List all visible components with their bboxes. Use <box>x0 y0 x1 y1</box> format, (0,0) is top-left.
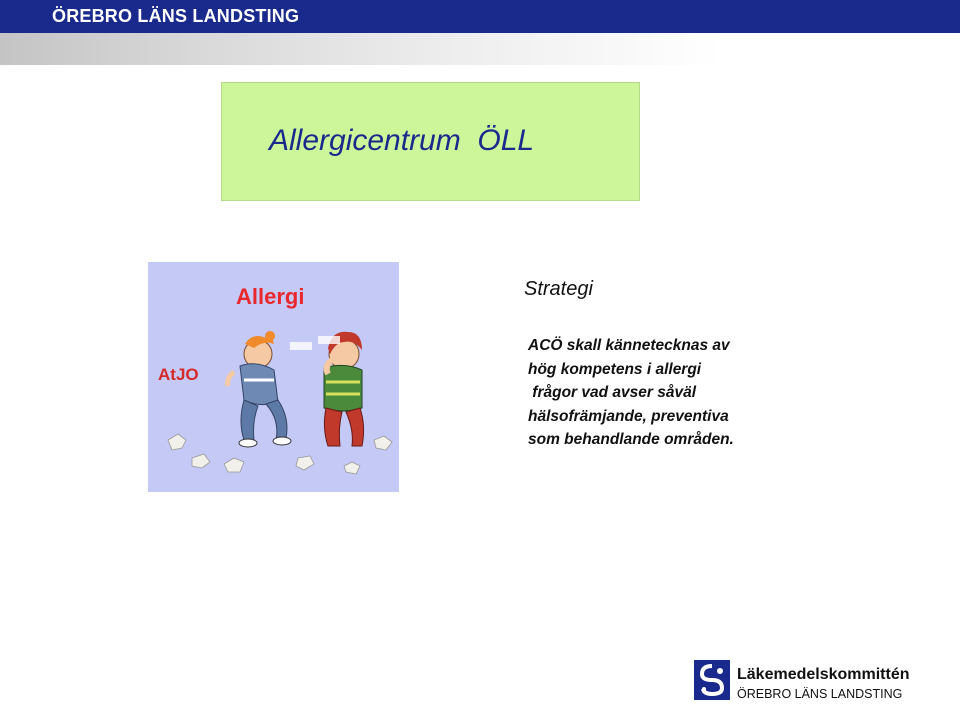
sneezing-children-illustration <box>148 262 399 492</box>
header-gradient-band <box>0 33 960 65</box>
strategy-body <box>528 334 734 452</box>
header-bar <box>0 0 960 33</box>
illustration-sneeze: AtJO <box>158 365 199 384</box>
strategy-line: frågor vad avser såväl <box>528 384 697 401</box>
landsting-logo-icon <box>694 660 730 700</box>
footer-organization: ÖREBRO LÄNS LANDSTING <box>737 687 903 701</box>
strategy-line: ACÖ skall kännetecknas av <box>528 337 730 354</box>
strategy-line: hög kompetens i allergi <box>528 360 702 378</box>
slide-title: Allergicentrum ÖLL <box>269 124 535 157</box>
strategy-heading: Strategi <box>524 278 593 300</box>
allergy-illustration <box>148 262 399 492</box>
illustration-heading: Allergi <box>236 284 305 309</box>
strategy-line: hälsofrämjande, preventiva <box>528 407 729 425</box>
title-box <box>221 82 640 201</box>
sneezing-child-figure <box>228 331 291 447</box>
footer-committee: Läkemedelskommittén <box>737 666 910 683</box>
covering-child-figure <box>324 332 364 446</box>
strategy-line: som behandlande områden. <box>528 431 734 448</box>
header-organization: ÖREBRO LÄNS LANDSTING <box>52 6 300 26</box>
